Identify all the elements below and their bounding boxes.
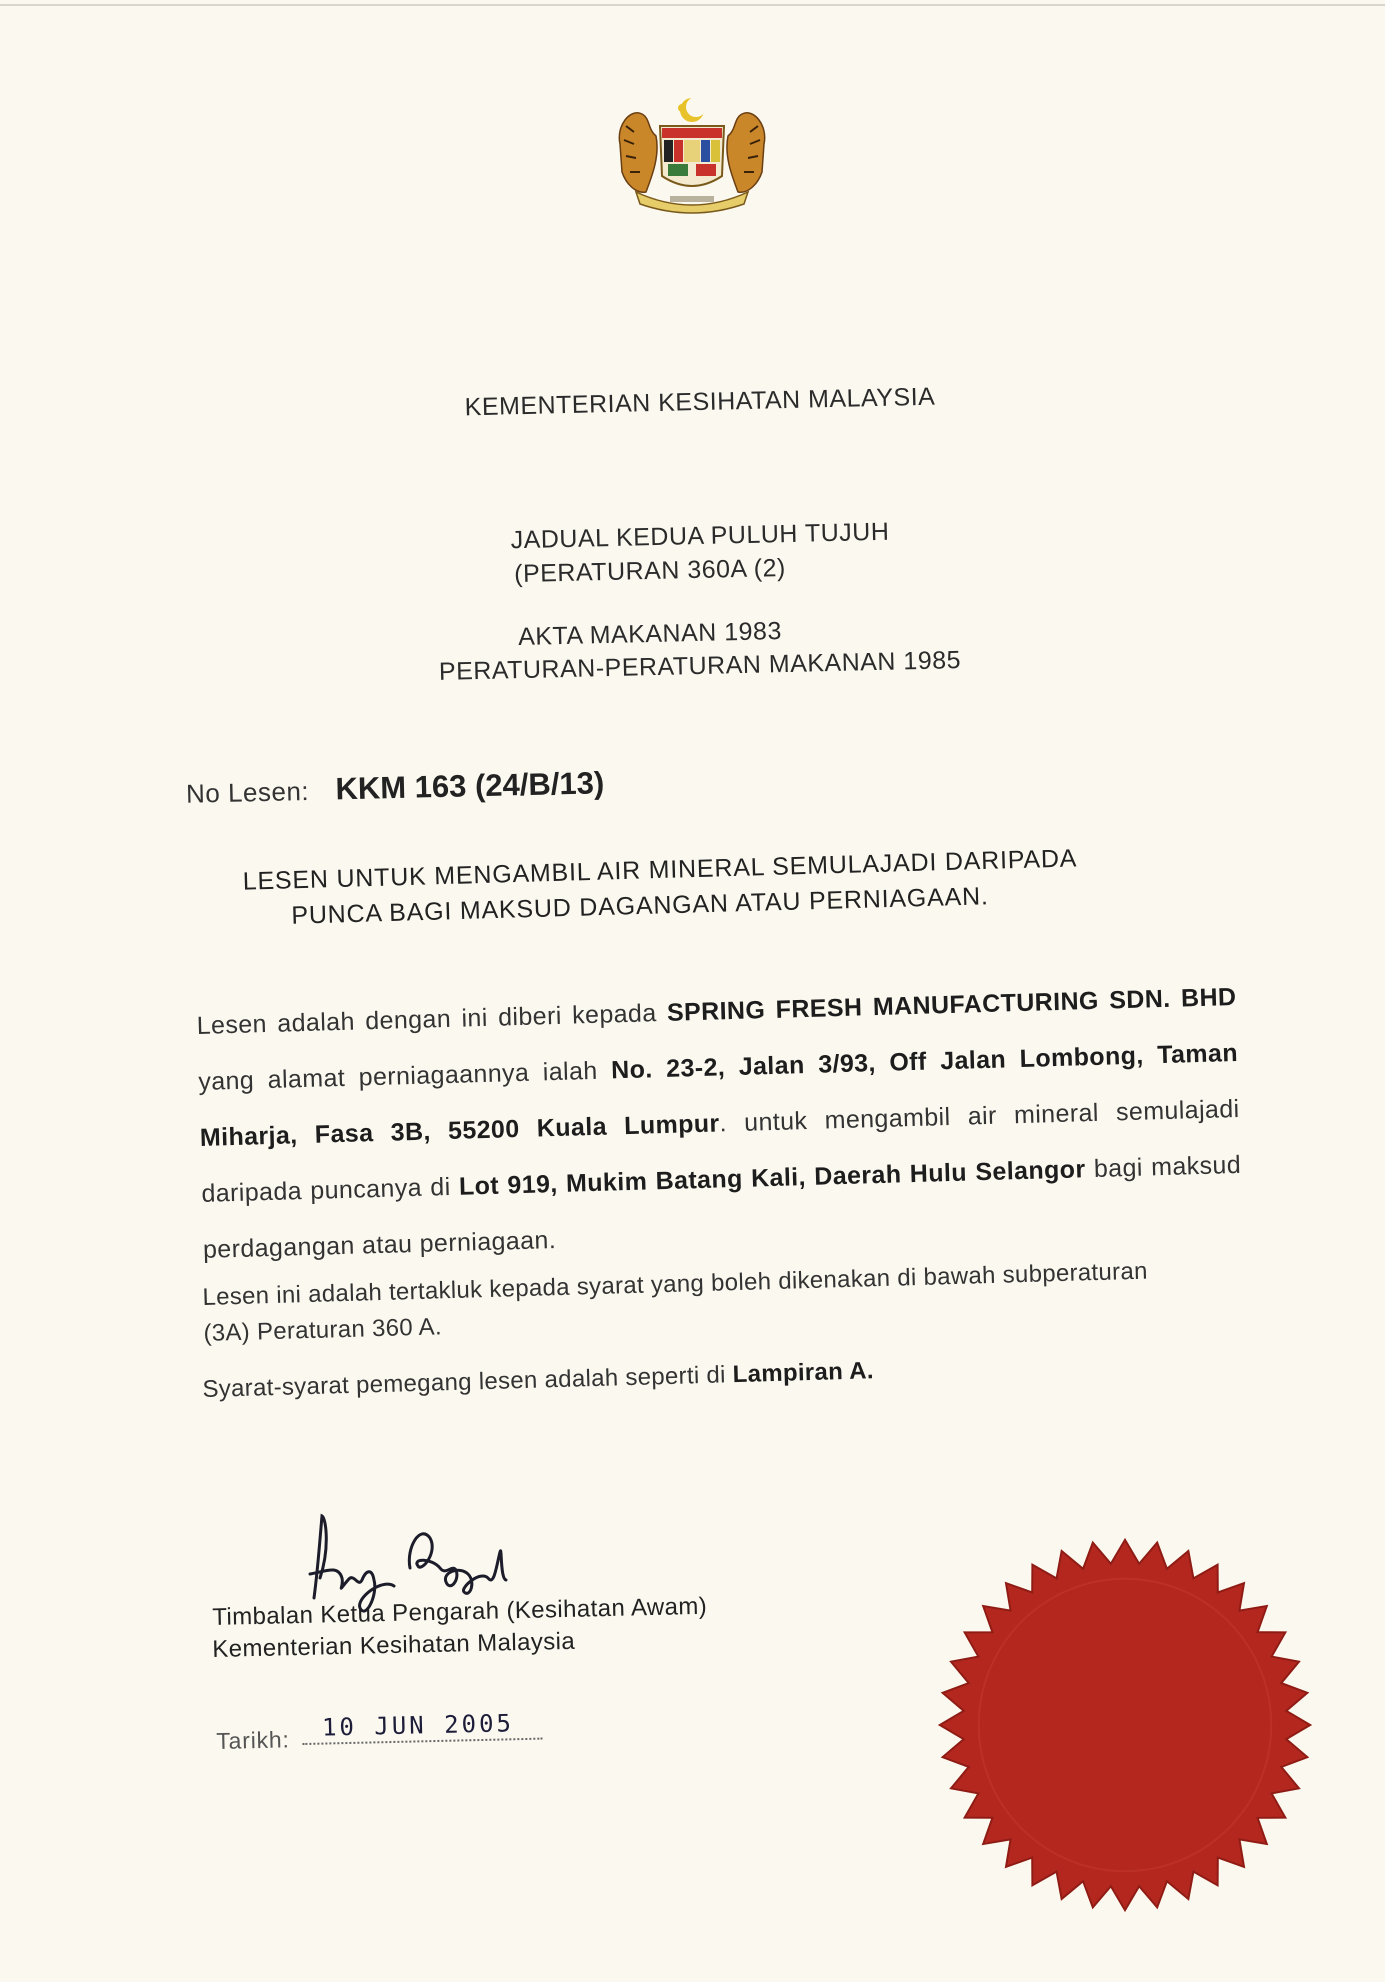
license-number-value: KKM 163 (24/B/13) [335, 765, 605, 807]
license-heading-line-2: PUNCA BAGI MAKSUD DAGANGAN ATAU PERNIAGAAN. [290, 882, 989, 930]
grant-text-a: Lesen adalah dengan ini diberi kepada [196, 999, 657, 1040]
ministry-title: KEMENTERIAN KESIHATAN MALAYSIA [464, 382, 936, 422]
attachment-paragraph [202, 1345, 1183, 1408]
license-number-label: No Lesen: [185, 775, 310, 809]
attachment-text: Syarat-syarat pemegang lesen adalah seperti di [202, 1361, 727, 1403]
license-heading-line-1: LESEN UNTUK MENGAMBIL AIR MINERAL SEMULAJADI DARIPADA [242, 844, 1078, 896]
date-label: Tarikh: [216, 1726, 290, 1754]
malaysia-coat-of-arms-icon [612, 96, 772, 218]
attachment-reference: Lampiran A. [732, 1357, 875, 1389]
licensee-name: SPRING FRESH MANUFACTURING SDN. BHD [666, 982, 1237, 1027]
license-grant-paragraph [196, 969, 1243, 1278]
source-location: Lot 919, Mukim Batang Kali, Daerah Hulu Selangor [458, 1155, 1086, 1201]
act-title: AKTA MAKANAN 1983 [517, 617, 783, 651]
signatory-ministry: Kementerian Kesihatan Malaysia [212, 1627, 576, 1663]
grant-text-b: yang alamat perniagaannya ialah [197, 1056, 599, 1096]
conditions-paragraph: Lesen ini adalah tertakluk kepada syarat yang boleh dikenakan di bawah subperaturan (3A) Peraturan 360 A. [202, 1257, 1149, 1347]
date-value: 10 JUN 2005 [321, 1709, 515, 1742]
regulations-title: PERATURAN-PERATURAN MAKANAN 1985 [438, 646, 962, 686]
date-row [216, 1709, 577, 1755]
grant-text-d: bagi maksud perdagangan atau perniagaan. [202, 1150, 1242, 1264]
red-seal-icon [930, 1530, 1320, 1920]
schedule-title: JADUAL KEDUA PULUH TUJUH [510, 517, 890, 555]
business-address: No. 23-2, Jalan 3/93, Off Jalan Lombong, Taman Miharja, Fasa 3B, 55200 Kuala Lumpur [199, 1038, 1239, 1152]
scan-edge-line [0, 4, 1385, 6]
regulation-reference: (PERATURAN 360A (2) [513, 553, 787, 589]
signatory-title: Timbalan Ketua Pengarah (Kesihatan Awam) [212, 1592, 708, 1631]
license-number-row [186, 765, 605, 810]
grant-text-c: . untuk mengambil air mineral semulajadi daripada puncanya di [201, 1094, 1240, 1208]
